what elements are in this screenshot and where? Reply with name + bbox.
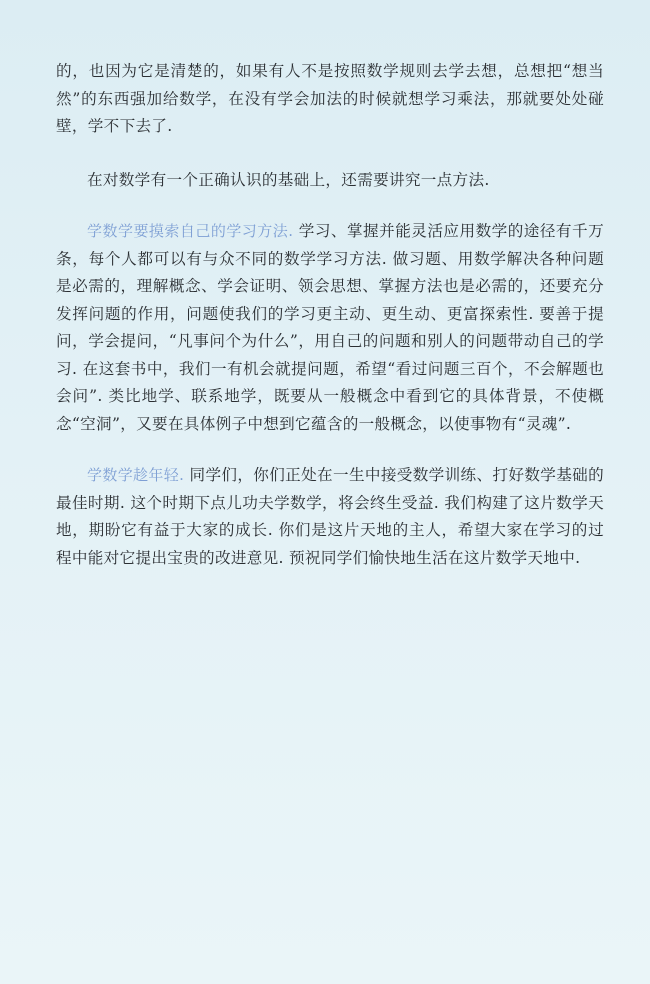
- paragraph-continuation: 的，也因为它是清楚的，如果有人不是按照数学规则去学去想，总想把“想当然”的东西强加给数学，在没有学会加法的时候就想学习乘法，那就要处处碰壁，学不下去了.: [56, 62, 604, 135]
- paragraph-learning-method: [56, 218, 604, 438]
- paragraph-learning-method-body: 学习、掌握并能灵活应用数学的途径有千万条，每个人都可以有与众不同的数学学习方法. 做习题、用数学解决各种问题是必需的，理解概念、学会证明、领会思想、掌握方法也是必需的，还要充分发挥问题的作用，问题使我们的学习更主动、更生动、更富探索性. 要善于提问，学会提问，“凡事问个为什么”，用自己的问题和别人的问题带动自己的学习. 在这套书中，我们一有机会就提问题，希望“看过问题三百个，不会解题也会问”. 类比地学、联系地学，既要从一般概念中看到它的具体背景，不使概念“空洞”，又要在具体例子中想到它蕴含的一般概念，以使事物有“灵魂”.: [56, 222, 604, 433]
- section-heading-learn-young: 学数学趁年轻.: [87, 466, 185, 484]
- paragraph-learn-young-body: 同学们，你们正处在一生中接受数学训练、打好数学基础的最佳时期. 这个时期下点儿功夫学数学，将会终生受益. 我们构建了这片数学天地，期盼它有益于大家的成长. 你们是这片天地的主人，希望大家在学习的过程中能对它提出宝贵的改进意见. 预祝同学们愉快地生活在这片数学天地中.: [56, 466, 605, 567]
- section-heading-learning-method: 学数学要摸索自己的学习方法.: [87, 222, 294, 240]
- page-content: [56, 58, 604, 572]
- paragraph-method-intro: 在对数学有一个正确认识的基础上，还需要讲究一点方法.: [87, 170, 490, 189]
- paragraph-learn-young: [56, 462, 604, 572]
